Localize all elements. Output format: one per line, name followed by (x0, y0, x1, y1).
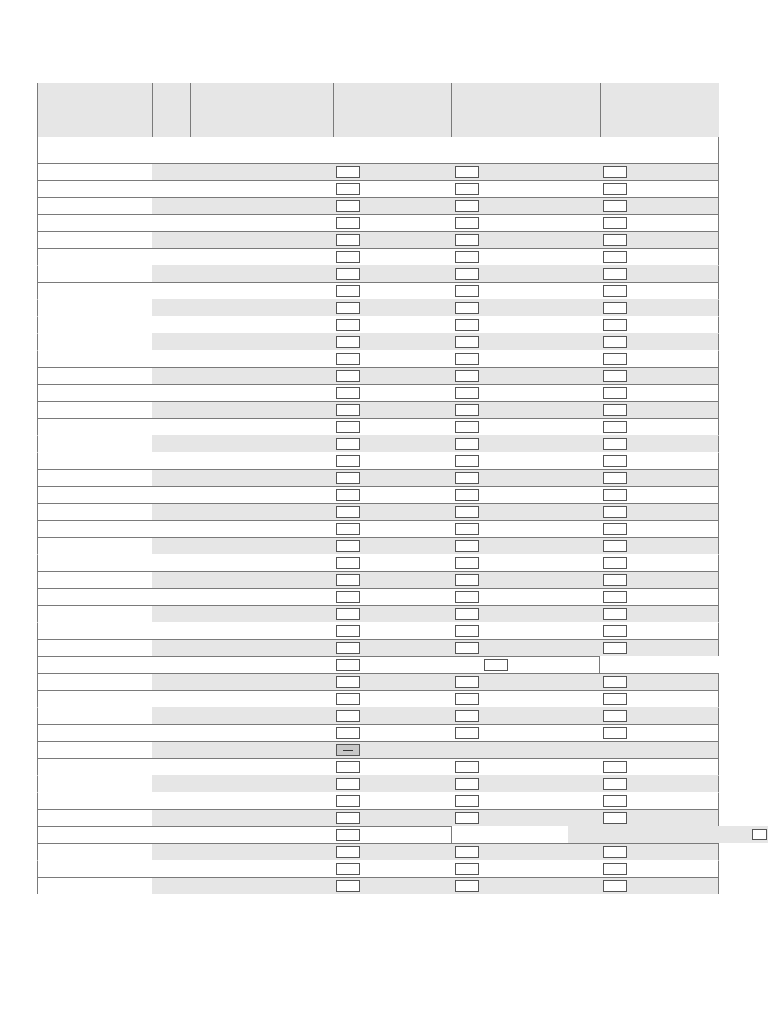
row-checkbox[interactable] (336, 761, 360, 773)
row-label (40, 588, 149, 605)
row-checkbox[interactable] (455, 234, 479, 246)
row-checkbox[interactable] (603, 557, 627, 569)
row-shaded-cell (152, 776, 718, 792)
row-checkbox[interactable] (336, 319, 360, 331)
row-checkbox[interactable] (336, 404, 360, 416)
row-shaded-cell (152, 606, 718, 622)
row-label (40, 469, 149, 486)
row-shaded-cell (152, 640, 718, 656)
row-checkbox[interactable] (455, 404, 479, 416)
row-label (40, 299, 149, 316)
row-checkbox[interactable] (455, 319, 479, 331)
row-checkbox[interactable] (603, 727, 627, 739)
row-shaded-cell (152, 504, 718, 520)
table-left-edge-end (37, 877, 38, 894)
row-checkbox[interactable] (603, 693, 627, 705)
row-checkbox[interactable] (336, 251, 360, 263)
header-cell-1 (37, 83, 153, 137)
row-checkbox[interactable] (336, 438, 360, 450)
row-label (40, 809, 149, 826)
row-label (40, 486, 149, 503)
row-checkbox[interactable] (336, 455, 360, 467)
row-checkbox[interactable] (455, 710, 479, 722)
row-label (40, 639, 149, 656)
row-checkbox[interactable] (336, 795, 360, 807)
row-shaded-cell (152, 402, 718, 418)
page-title (40, 140, 710, 160)
row-checkbox[interactable] (455, 370, 479, 382)
row-checkbox[interactable] (336, 608, 360, 620)
row-label (40, 520, 149, 537)
row-checkbox[interactable] (455, 506, 479, 518)
row-checkbox[interactable] (603, 251, 627, 263)
row-checkbox[interactable] (336, 778, 360, 790)
row-divider (152, 860, 718, 861)
row-label (40, 707, 149, 724)
row-label (40, 775, 149, 792)
row-checkbox[interactable] (336, 523, 360, 535)
row-checkbox[interactable] (603, 574, 627, 586)
row-shaded-cell (152, 164, 718, 180)
row-checkbox[interactable] (603, 795, 627, 807)
row-checkbox[interactable] (336, 676, 360, 688)
row-divider (152, 622, 718, 623)
row-label (40, 877, 149, 894)
row-checkbox[interactable] (455, 353, 479, 365)
row-checkbox[interactable] (336, 574, 360, 586)
row-divider (152, 775, 718, 776)
row-checkbox[interactable] (455, 472, 479, 484)
row-checkbox[interactable] (603, 761, 627, 773)
row-checkbox[interactable] (455, 557, 479, 569)
row-checkbox[interactable] (603, 676, 627, 688)
row-checkbox[interactable] (455, 302, 479, 314)
row-label (40, 180, 149, 197)
row-label (40, 197, 149, 214)
row-checkbox[interactable] (603, 421, 627, 433)
row-checkbox[interactable] (603, 166, 627, 178)
row-label (40, 622, 149, 639)
row-checkbox[interactable] (603, 302, 627, 314)
row-shaded-cell (152, 300, 718, 316)
row-checkbox[interactable] (603, 268, 627, 280)
row-checkbox[interactable] (336, 421, 360, 433)
row-dash-checkbox[interactable] (336, 744, 360, 756)
row-checkbox[interactable] (603, 880, 627, 892)
row-divider (152, 299, 718, 300)
row-label (40, 605, 149, 622)
row-label (40, 214, 149, 231)
row-label (40, 656, 149, 673)
row-checkbox[interactable] (455, 795, 479, 807)
row-checkbox[interactable] (336, 387, 360, 399)
row-checkbox[interactable] (603, 336, 627, 348)
header-cell-2 (152, 83, 191, 137)
row-checkbox[interactable] (603, 489, 627, 501)
row-divider (152, 435, 718, 436)
row-checkbox[interactable] (336, 234, 360, 246)
row-checkbox[interactable] (336, 812, 360, 824)
row-shaded-cell (568, 826, 768, 843)
row-checkbox[interactable] (336, 268, 360, 280)
row-shaded-cell (152, 198, 718, 214)
row-checkbox[interactable] (336, 557, 360, 569)
row-checkbox[interactable] (455, 778, 479, 790)
row-label (40, 282, 149, 299)
row-checkbox[interactable] (336, 659, 360, 671)
row-checkbox[interactable] (603, 217, 627, 229)
row-checkbox[interactable] (336, 693, 360, 705)
row-checkbox[interactable] (603, 591, 627, 603)
row-checkbox[interactable] (603, 387, 627, 399)
row-label (40, 741, 149, 758)
row-label (40, 435, 149, 452)
row-checkbox[interactable] (603, 625, 627, 637)
row-checkbox[interactable] (336, 285, 360, 297)
row-checkbox[interactable] (603, 370, 627, 382)
row-shaded-cell (152, 232, 718, 248)
header-cell-6 (600, 83, 719, 137)
row-divider (152, 350, 718, 351)
header-cell-5 (451, 83, 601, 137)
row-label (40, 333, 149, 350)
row-checkbox[interactable] (603, 710, 627, 722)
row-label (40, 860, 149, 877)
row-checkbox[interactable] (455, 761, 479, 773)
row-label (40, 758, 149, 775)
row-checkbox[interactable] (603, 234, 627, 246)
row-checkbox[interactable] (603, 438, 627, 450)
row-checkbox[interactable] (603, 472, 627, 484)
row-checkbox[interactable] (603, 642, 627, 654)
row-checkbox[interactable] (455, 489, 479, 501)
row-checkbox[interactable] (603, 319, 627, 331)
row-checkbox[interactable] (455, 625, 479, 637)
row-checkbox[interactable] (336, 183, 360, 195)
row-checkbox[interactable] (455, 591, 479, 603)
row-shaded-cell (152, 674, 718, 690)
row-checkbox[interactable] (455, 846, 479, 858)
row-divider (152, 265, 718, 266)
row-label (40, 401, 149, 418)
row-label (40, 418, 149, 435)
row-checkbox[interactable] (603, 863, 627, 875)
row-checkbox[interactable] (455, 166, 479, 178)
row-checkbox[interactable] (336, 880, 360, 892)
row-checkbox[interactable] (455, 608, 479, 620)
row-divider (152, 707, 718, 708)
row-checkbox[interactable] (455, 523, 479, 535)
row-shaded-cell (152, 572, 718, 588)
row-checkbox[interactable] (603, 540, 627, 552)
row-shaded-cell (152, 266, 718, 282)
row-label (40, 231, 149, 248)
row-shaded-cell (152, 742, 718, 758)
row-checkbox[interactable] (455, 285, 479, 297)
row-checkbox[interactable] (603, 353, 627, 365)
row-checkbox[interactable] (336, 829, 360, 841)
row-divider (152, 554, 718, 555)
row-checkbox[interactable] (603, 506, 627, 518)
row-label (40, 571, 149, 588)
row-checkbox[interactable] (603, 404, 627, 416)
row-checkbox[interactable] (336, 217, 360, 229)
header-cell-3 (190, 83, 334, 137)
row-divider (152, 452, 718, 453)
row-divider (152, 316, 718, 317)
row-divider (152, 792, 718, 793)
row-checkbox[interactable] (455, 863, 479, 875)
row-label (40, 384, 149, 401)
row-label (40, 503, 149, 520)
row-checkbox[interactable] (336, 336, 360, 348)
row-label (40, 554, 149, 571)
row-checkbox[interactable] (455, 642, 479, 654)
row-checkbox[interactable] (603, 846, 627, 858)
row-label (40, 265, 149, 282)
row-label (40, 843, 149, 860)
row-checkbox[interactable] (336, 200, 360, 212)
row-checkbox[interactable] (603, 778, 627, 790)
row-checkbox[interactable] (752, 829, 767, 840)
row-checkbox[interactable] (455, 676, 479, 688)
row-checkbox[interactable] (336, 302, 360, 314)
row-shaded-cell (152, 334, 718, 350)
row-shaded-cell (152, 470, 718, 486)
header-cell-4 (333, 83, 452, 137)
row-checkbox[interactable] (455, 880, 479, 892)
row-checkbox[interactable] (336, 710, 360, 722)
row-shaded-cell (152, 368, 718, 384)
row-checkbox[interactable] (336, 727, 360, 739)
row-checkbox[interactable] (336, 166, 360, 178)
row-checkbox[interactable] (336, 506, 360, 518)
row-checkbox[interactable] (603, 455, 627, 467)
row-checkbox[interactable] (455, 438, 479, 450)
row-shaded-cell (152, 538, 718, 554)
row-label (40, 792, 149, 809)
row-checkbox[interactable] (336, 370, 360, 382)
row-label (40, 248, 149, 265)
row-label (40, 690, 149, 707)
row-checkbox[interactable] (336, 642, 360, 654)
row-checkbox[interactable] (455, 455, 479, 467)
row-label (40, 163, 149, 180)
row-shaded-cell (152, 708, 718, 724)
row-checkbox[interactable] (603, 812, 627, 824)
row-checkbox[interactable] (336, 625, 360, 637)
row-checkbox[interactable] (336, 489, 360, 501)
row-checkbox[interactable] (603, 200, 627, 212)
row-label (40, 673, 149, 690)
row-checkbox[interactable] (455, 268, 479, 280)
row-checkbox[interactable] (336, 472, 360, 484)
row-label (40, 724, 149, 741)
row-shaded-cell (152, 810, 718, 826)
row-label (40, 826, 149, 843)
row-checkbox[interactable] (455, 693, 479, 705)
row-checkbox[interactable] (336, 863, 360, 875)
row-label (40, 452, 149, 469)
row-checkbox[interactable] (336, 591, 360, 603)
row-checkbox[interactable] (603, 608, 627, 620)
row-shaded-cell (152, 436, 718, 452)
row-checkbox[interactable] (603, 523, 627, 535)
row-shaded-cell (152, 844, 718, 860)
row-checkbox[interactable] (336, 540, 360, 552)
row-checkbox[interactable] (455, 812, 479, 824)
row-checkbox[interactable] (336, 846, 360, 858)
row-label (40, 350, 149, 367)
row-checkbox[interactable] (455, 251, 479, 263)
row-checkbox[interactable] (455, 540, 479, 552)
row-checkbox[interactable] (455, 574, 479, 586)
row-divider (152, 333, 718, 334)
row-checkbox[interactable] (455, 217, 479, 229)
row-shaded-cell (152, 878, 718, 894)
row-checkbox[interactable] (336, 353, 360, 365)
row-checkbox[interactable] (484, 659, 508, 671)
row-checkbox[interactable] (455, 421, 479, 433)
row-label (40, 316, 149, 333)
row-checkbox[interactable] (603, 285, 627, 297)
row-checkbox[interactable] (455, 336, 479, 348)
row-checkbox[interactable] (455, 727, 479, 739)
row-checkbox[interactable] (455, 200, 479, 212)
row-label (40, 367, 149, 384)
row-label (40, 537, 149, 554)
row-checkbox[interactable] (603, 183, 627, 195)
row-checkbox[interactable] (455, 387, 479, 399)
row-checkbox[interactable] (455, 183, 479, 195)
